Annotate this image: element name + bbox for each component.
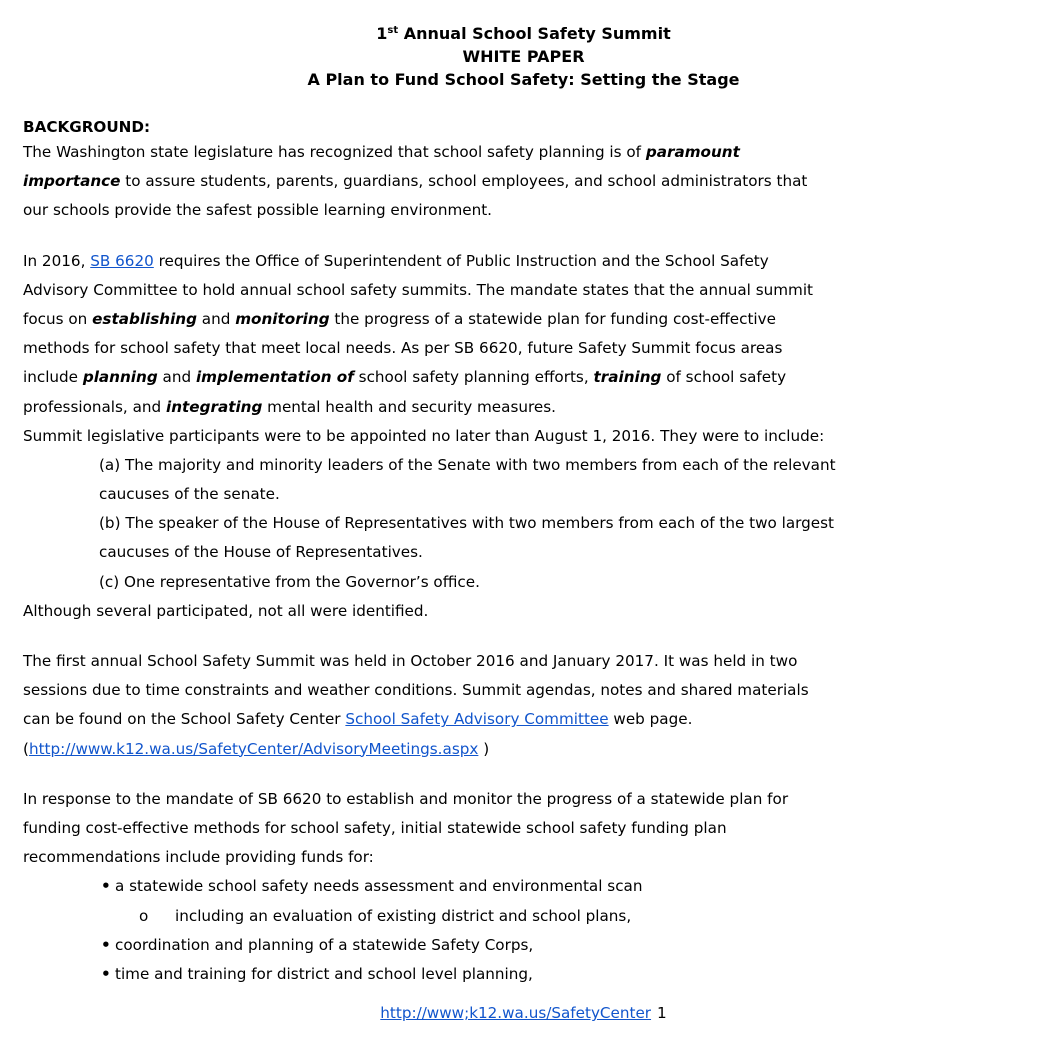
paragraph-2-line-5: include planning and implementation of school safety planning efforts, training of school safety bbox=[23, 368, 787, 387]
sub-bullet-icon: o bbox=[139, 906, 149, 925]
paragraph-2-line-4: methods for school safety that meet local needs. As per SB 6620, future Safety Summit focus areas bbox=[23, 339, 783, 358]
paragraph-4-line-2: funding cost-effective methods for school safety, initial statewide school safety funding plan bbox=[23, 818, 727, 837]
paragraph-3-line-1: The first annual School Safety Summit was held in October 2016 and January 2017. It was held in two bbox=[23, 652, 798, 670]
advisory-committee-link[interactable]: School Safety Advisory Committee bbox=[345, 710, 609, 729]
title-line-2: WHITE PAPER bbox=[462, 47, 585, 66]
sb-6620-link[interactable]: SB 6620 bbox=[90, 251, 154, 270]
paragraph-3-line-3: can be found on the School Safety Center School Safety Advisory Committee web page. bbox=[23, 710, 693, 729]
bullet-item-3: • time and training for district and school level planning, bbox=[23, 960, 1027, 989]
title-superscript: st bbox=[387, 25, 399, 36]
paragraph-3-line-4: (http://www.k12.wa.us/SafetyCenter/AdvisoryMeetings.aspx ) bbox=[23, 739, 490, 758]
page-number: 1 bbox=[657, 1004, 667, 1022]
footer-safety-center-link[interactable]: http://www;k12.wa.us/SafetyCenter bbox=[380, 1004, 652, 1022]
bullet-icon: • bbox=[101, 935, 111, 954]
list-item-a-line-2: caucuses of the senate. bbox=[99, 485, 280, 504]
paragraph-2-line-6: professionals, and integrating mental health and security measures. bbox=[23, 397, 556, 416]
document-body bbox=[23, 116, 1027, 989]
paragraph-1-line-1: The Washington state legislature has recognized that school safety planning is of paramount bbox=[23, 143, 740, 161]
list-item-b-line-1: (b) The speaker of the House of Representatives with two members from each of the two largest bbox=[99, 514, 835, 533]
paragraph-2-line-8: Although several participated, not all were identified. bbox=[23, 601, 429, 620]
section-heading-background: BACKGROUND: bbox=[23, 118, 151, 136]
paragraph-1-line-2: importance to assure students, parents, guardians, school employees, and school administrators that bbox=[23, 172, 808, 191]
paragraph-3-line-2: sessions due to time constraints and weather conditions. Summit agendas, notes and shared materials bbox=[23, 681, 809, 700]
paragraph-4-line-3: recommendations include providing funds for: bbox=[23, 848, 374, 867]
paragraph-2-line-7: Summit legislative participants were to be appointed no later than August 1, 2016. They were to include: bbox=[23, 426, 825, 445]
paragraph-2-line-3: focus on establishing and monitoring the progress of a statewide plan for funding cost-effective bbox=[23, 309, 776, 328]
title-line-3: A Plan to Fund School Safety: Setting the Stage bbox=[307, 70, 740, 89]
bullet-item-2: • coordination and planning of a statewide Safety Corps, bbox=[23, 931, 1027, 960]
title-block bbox=[0, 22, 1047, 91]
paragraph-2-line-1: In 2016, SB 6620 requires the Office of Superintendent of Public Instruction and the School Safety bbox=[23, 251, 769, 270]
paragraph-4-line-1: In response to the mandate of SB 6620 to establish and monitor the progress of a statewide plan for bbox=[23, 789, 789, 808]
bullet-item-1: • a statewide school safety needs assessment and environmental scan bbox=[23, 872, 1027, 901]
bullet-icon: • bbox=[101, 877, 111, 896]
list-item-b-line-2: caucuses of the House of Representatives. bbox=[99, 543, 423, 562]
page-footer bbox=[0, 1001, 1047, 1025]
bullet-icon: • bbox=[101, 964, 111, 983]
advisory-meetings-url-link[interactable]: http://www.k12.wa.us/SafetyCenter/AdvisoryMeetings.aspx bbox=[28, 739, 479, 758]
sub-bullet-item-1: o including an evaluation of existing district and school plans, bbox=[23, 902, 1027, 931]
list-item-c: (c) One representative from the Governor’s office. bbox=[99, 572, 480, 591]
paragraph-1-line-3: our schools provide the safest possible learning environment. bbox=[23, 201, 492, 220]
list-item-a-line-1: (a) The majority and minority leaders of the Senate with two members from each of the relevant bbox=[99, 455, 836, 474]
paragraph-2-line-2: Advisory Committee to hold annual school safety summits. The mandate states that the annual summit bbox=[23, 280, 814, 299]
title-line-1: 1st Annual School Safety Summit bbox=[376, 24, 671, 43]
